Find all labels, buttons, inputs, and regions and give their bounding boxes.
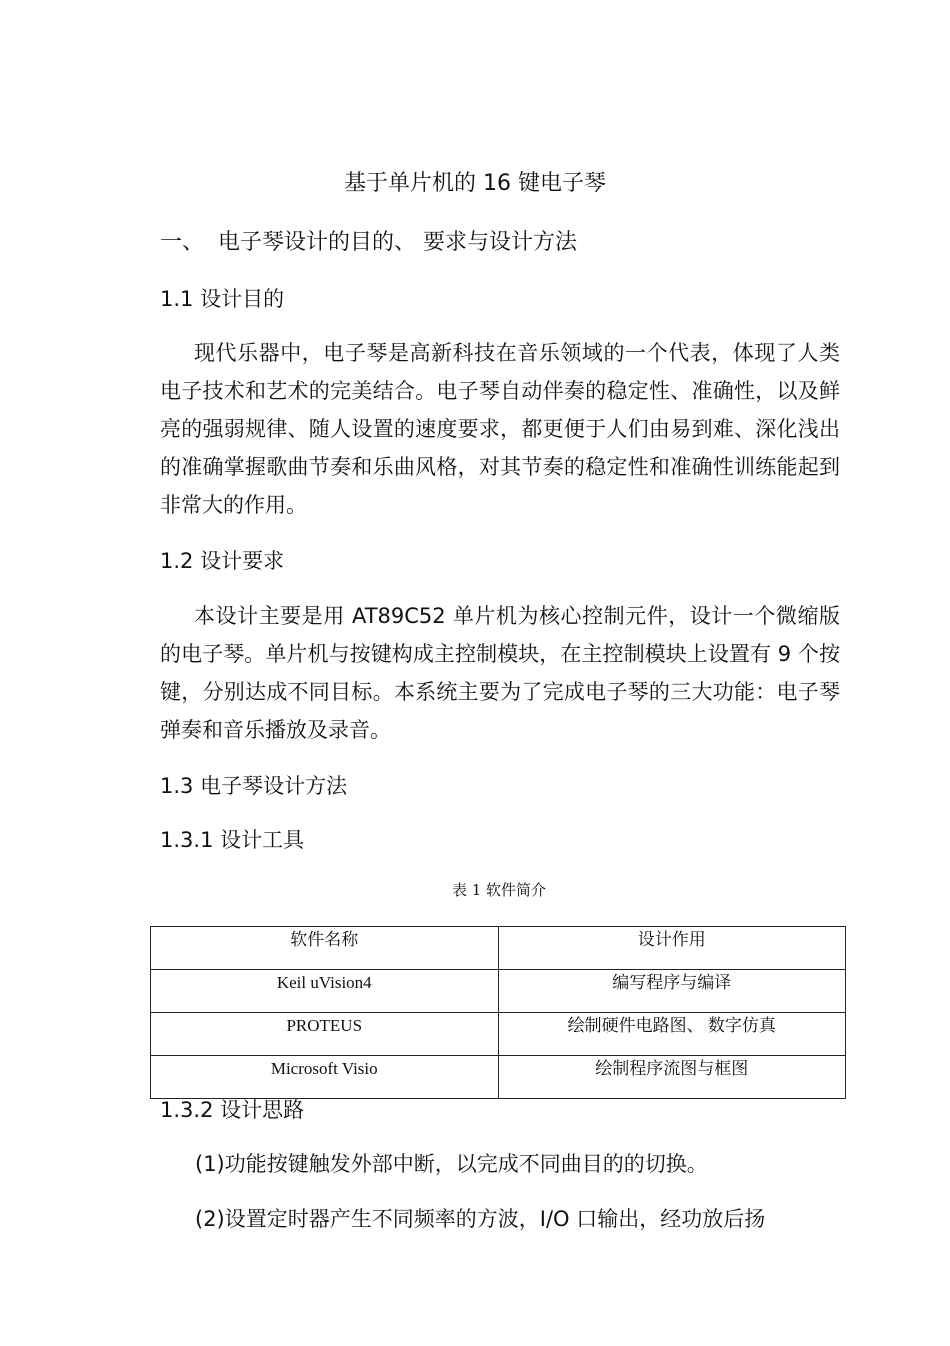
document-title: 基于单片机的 16 键电子琴 (344, 171, 606, 196)
table-row (151, 970, 846, 1013)
heading-1-2: 1.2 设计要求 (160, 549, 285, 573)
section-heading-1 (160, 226, 577, 260)
table-caption: 表 1 软件简介 (451, 881, 547, 899)
table-cell: Keil uVision4 (151, 970, 499, 1013)
list-item: (1)功能按键触发外部中断，以完成不同曲目的的切换。 (195, 1152, 708, 1176)
table-row (151, 1013, 846, 1056)
table-cell: 编写程序与编译 (498, 970, 846, 1013)
table-cell: Microsoft Visio (151, 1056, 499, 1099)
software-table (150, 926, 846, 1099)
heading-1-1: 1.1 设计目的 (160, 287, 285, 311)
heading-1-3-1: 1.3.1 设计工具 (160, 828, 305, 852)
table-header-cell: 软件名称 (151, 927, 499, 970)
table-cell: 绘制程序流图与框图 (498, 1056, 846, 1099)
paragraph-design-requirements: 本设计主要是用 AT89C52 单片机为核心控制元件，设计一个微缩版的电子琴。单片机与按键构成主控制模块，在主控制模块上设置有 9 个按键，分别达成不同目标。本系统主要为了完成电子琴的三大功能：电子琴弹奏和音乐播放及录音。 (160, 604, 840, 742)
table-cell: PROTEUS (151, 1013, 499, 1056)
heading-1-3-2: 1.3.2 设计思路 (160, 1098, 305, 1122)
table-cell: 绘制硬件电路图、 数字仿真 (498, 1013, 846, 1056)
section-number: 一、 (160, 230, 205, 255)
table-header-cell: 设计作用 (498, 927, 846, 970)
list-item: (2)设置定时器产生不同频率的方波，I/O 口输出，经功放后扬 (195, 1207, 766, 1231)
heading-1-3: 1.3 电子琴设计方法 (160, 774, 348, 798)
table-row (151, 1056, 846, 1099)
section-title: 电子琴设计的目的、 要求与设计方法 (218, 230, 577, 255)
table-header-row (151, 927, 846, 970)
paragraph-design-purpose: 现代乐器中，电子琴是高新科技在音乐领域的一个代表，体现了人类电子技术和艺术的完美结合。电子琴自动伴奏的稳定性、准确性，以及鲜亮的强弱规律、随人设置的速度要求，都更便于人们由易到难、深化浅出的准确掌握歌曲节奏和乐曲风格，对其节奏的稳定性和准确性训练能起到非常大的作用。 (160, 341, 840, 517)
